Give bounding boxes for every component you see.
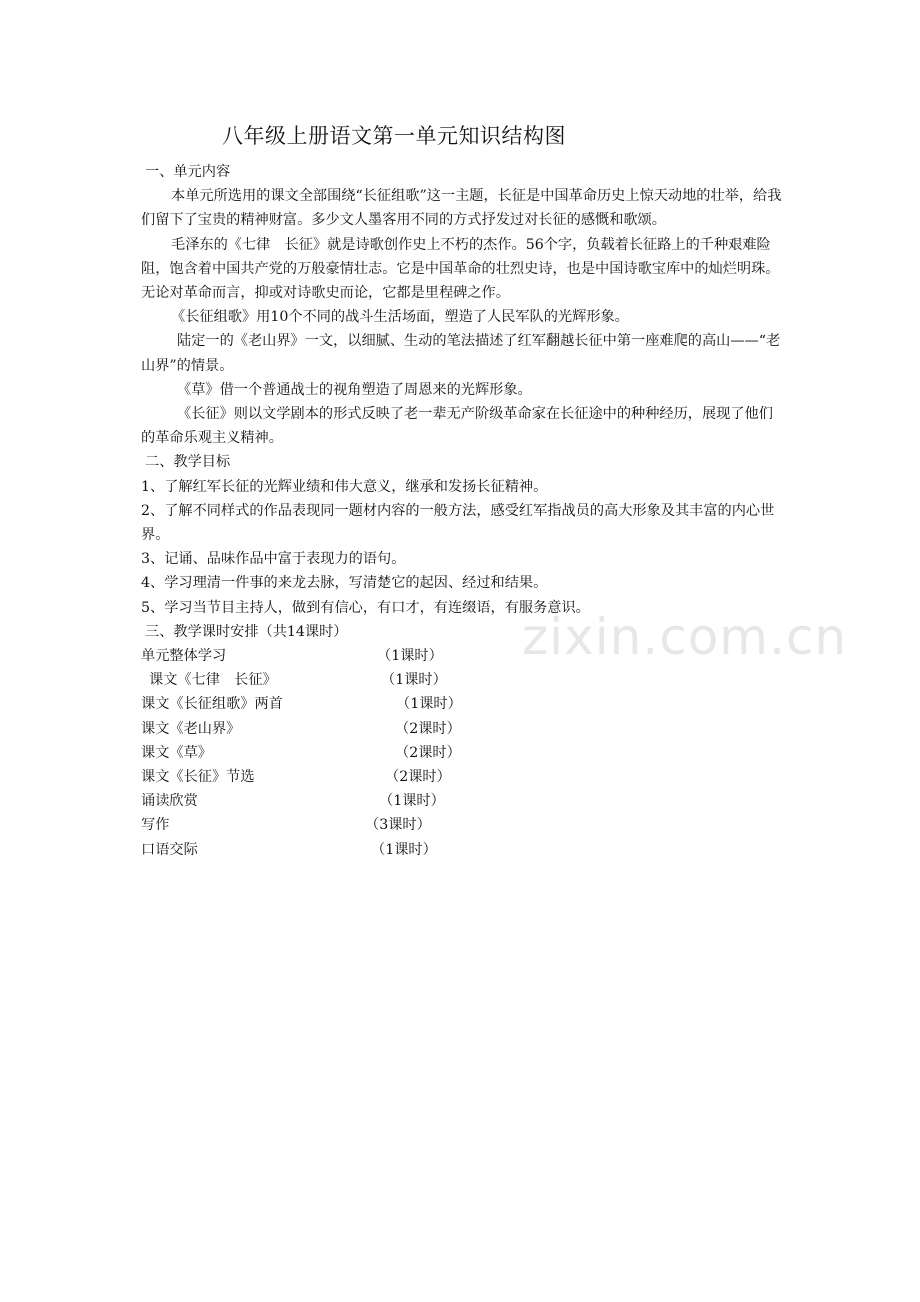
- schedule-hours: （1课时）: [371, 841, 437, 858]
- schedule-hours: （1课时）: [379, 793, 445, 810]
- schedule-hours: （1课时）: [396, 696, 462, 713]
- goal-item: 1、了解红军长征的光辉业绩和伟大意义，继承和发扬长征精神。: [141, 478, 548, 495]
- paragraph-qilv: 毛泽东的《七律 长征》就是诗歌创作史上不朽的杰作。56个字，负载着长征路上的千种艰难险阻，饱含着中国共产党的万般豪情壮志。它是中国革命的壮烈史诗，也是中国诗歌宝库中的灿烂明珠。无论对革命而言，抑或对诗歌史而论，它都是里程碑之作。: [141, 236, 780, 302]
- section-heading-goals: 二、教学目标: [145, 454, 231, 471]
- schedule-lesson: 课文《长征组歌》两首: [141, 696, 283, 713]
- schedule-lesson: 口语交际: [141, 841, 198, 858]
- schedule-lesson: 课文《七律 长征》: [149, 672, 277, 689]
- schedule-hours: （1课时）: [377, 648, 443, 665]
- watermark-text: zixin.com.cn: [522, 608, 848, 666]
- schedule-lesson: 写作: [141, 817, 170, 834]
- goal-item: 5、学习当节目主持人，做到有信心，有口才，有连缀语，有服务意识。: [141, 599, 590, 616]
- paragraph-theme: 本单元所选用的课文全部围绕“长征组歌”这一主题，长征是中国革命历史上惊天动地的壮举，给我们留下了宝贵的精神财富。多少文人墨客用不同的方式抒发过对长征的感慨和歌颂。: [141, 188, 782, 229]
- document-body: [141, 160, 787, 862]
- paragraph-laoshanjie: 陆定一的《老山界》一文，以细腻、生动的笔法描述了红军翻越长征中第一座难爬的高山——“老山界”的情景。: [141, 333, 781, 374]
- schedule-lesson: 课文《草》: [141, 744, 212, 761]
- schedule-row: [141, 838, 787, 862]
- goal-item: 4、学习理清一件事的来龙去脉，写清楚它的起因、经过和结果。: [141, 575, 548, 592]
- paragraph-zuge: 《长征组歌》用10个不同的战斗生活场面，塑造了人民军队的光辉形象。: [171, 309, 629, 326]
- schedule-lesson: 单元整体学习: [141, 648, 227, 665]
- paragraph-cao: 《草》借一个普通战士的视角塑造了周恩来的光辉形象。: [177, 381, 532, 398]
- section-heading-schedule: 三、教学课时安排（共14课时）: [145, 623, 348, 640]
- schedule-hours: （1课时）: [381, 672, 447, 689]
- schedule-row: [141, 668, 787, 692]
- schedule-row: [141, 789, 787, 813]
- schedule-row: [141, 644, 787, 668]
- schedule-row: [141, 813, 787, 837]
- schedule-hours: （2课时）: [385, 769, 451, 785]
- schedule-lesson: 课文《长征》节选: [141, 769, 255, 785]
- goal-item: 2、了解不同样式的作品表现同一题材内容的一般方法，感受红军指战员的高大形象及其丰富的内心世界。: [141, 502, 775, 544]
- schedule-row: [141, 765, 787, 789]
- schedule-hours: （2课时）: [395, 744, 461, 761]
- section-heading-unit-content: 一、单元内容: [145, 164, 231, 180]
- schedule-hours: （2课时）: [395, 720, 461, 737]
- schedule-lesson: 课文《老山界》: [141, 720, 241, 737]
- document-title: 八年级上册语文第一单元知识结构图: [222, 124, 566, 148]
- schedule-row: [141, 692, 787, 716]
- schedule-row: [141, 717, 787, 741]
- paragraph-changzheng: 《长征》则以文学剧本的形式反映了老一辈无产阶级革命家在长征途中的种种经历，展现了他们的革命乐观主义精神。: [141, 406, 773, 447]
- schedule-row: [141, 741, 787, 765]
- goal-item: 3、记诵、品味作品中富于表现力的语句。: [141, 551, 406, 568]
- schedule-hours: （3课时）: [365, 817, 431, 834]
- schedule-lesson: 诵读欣赏: [141, 793, 198, 810]
